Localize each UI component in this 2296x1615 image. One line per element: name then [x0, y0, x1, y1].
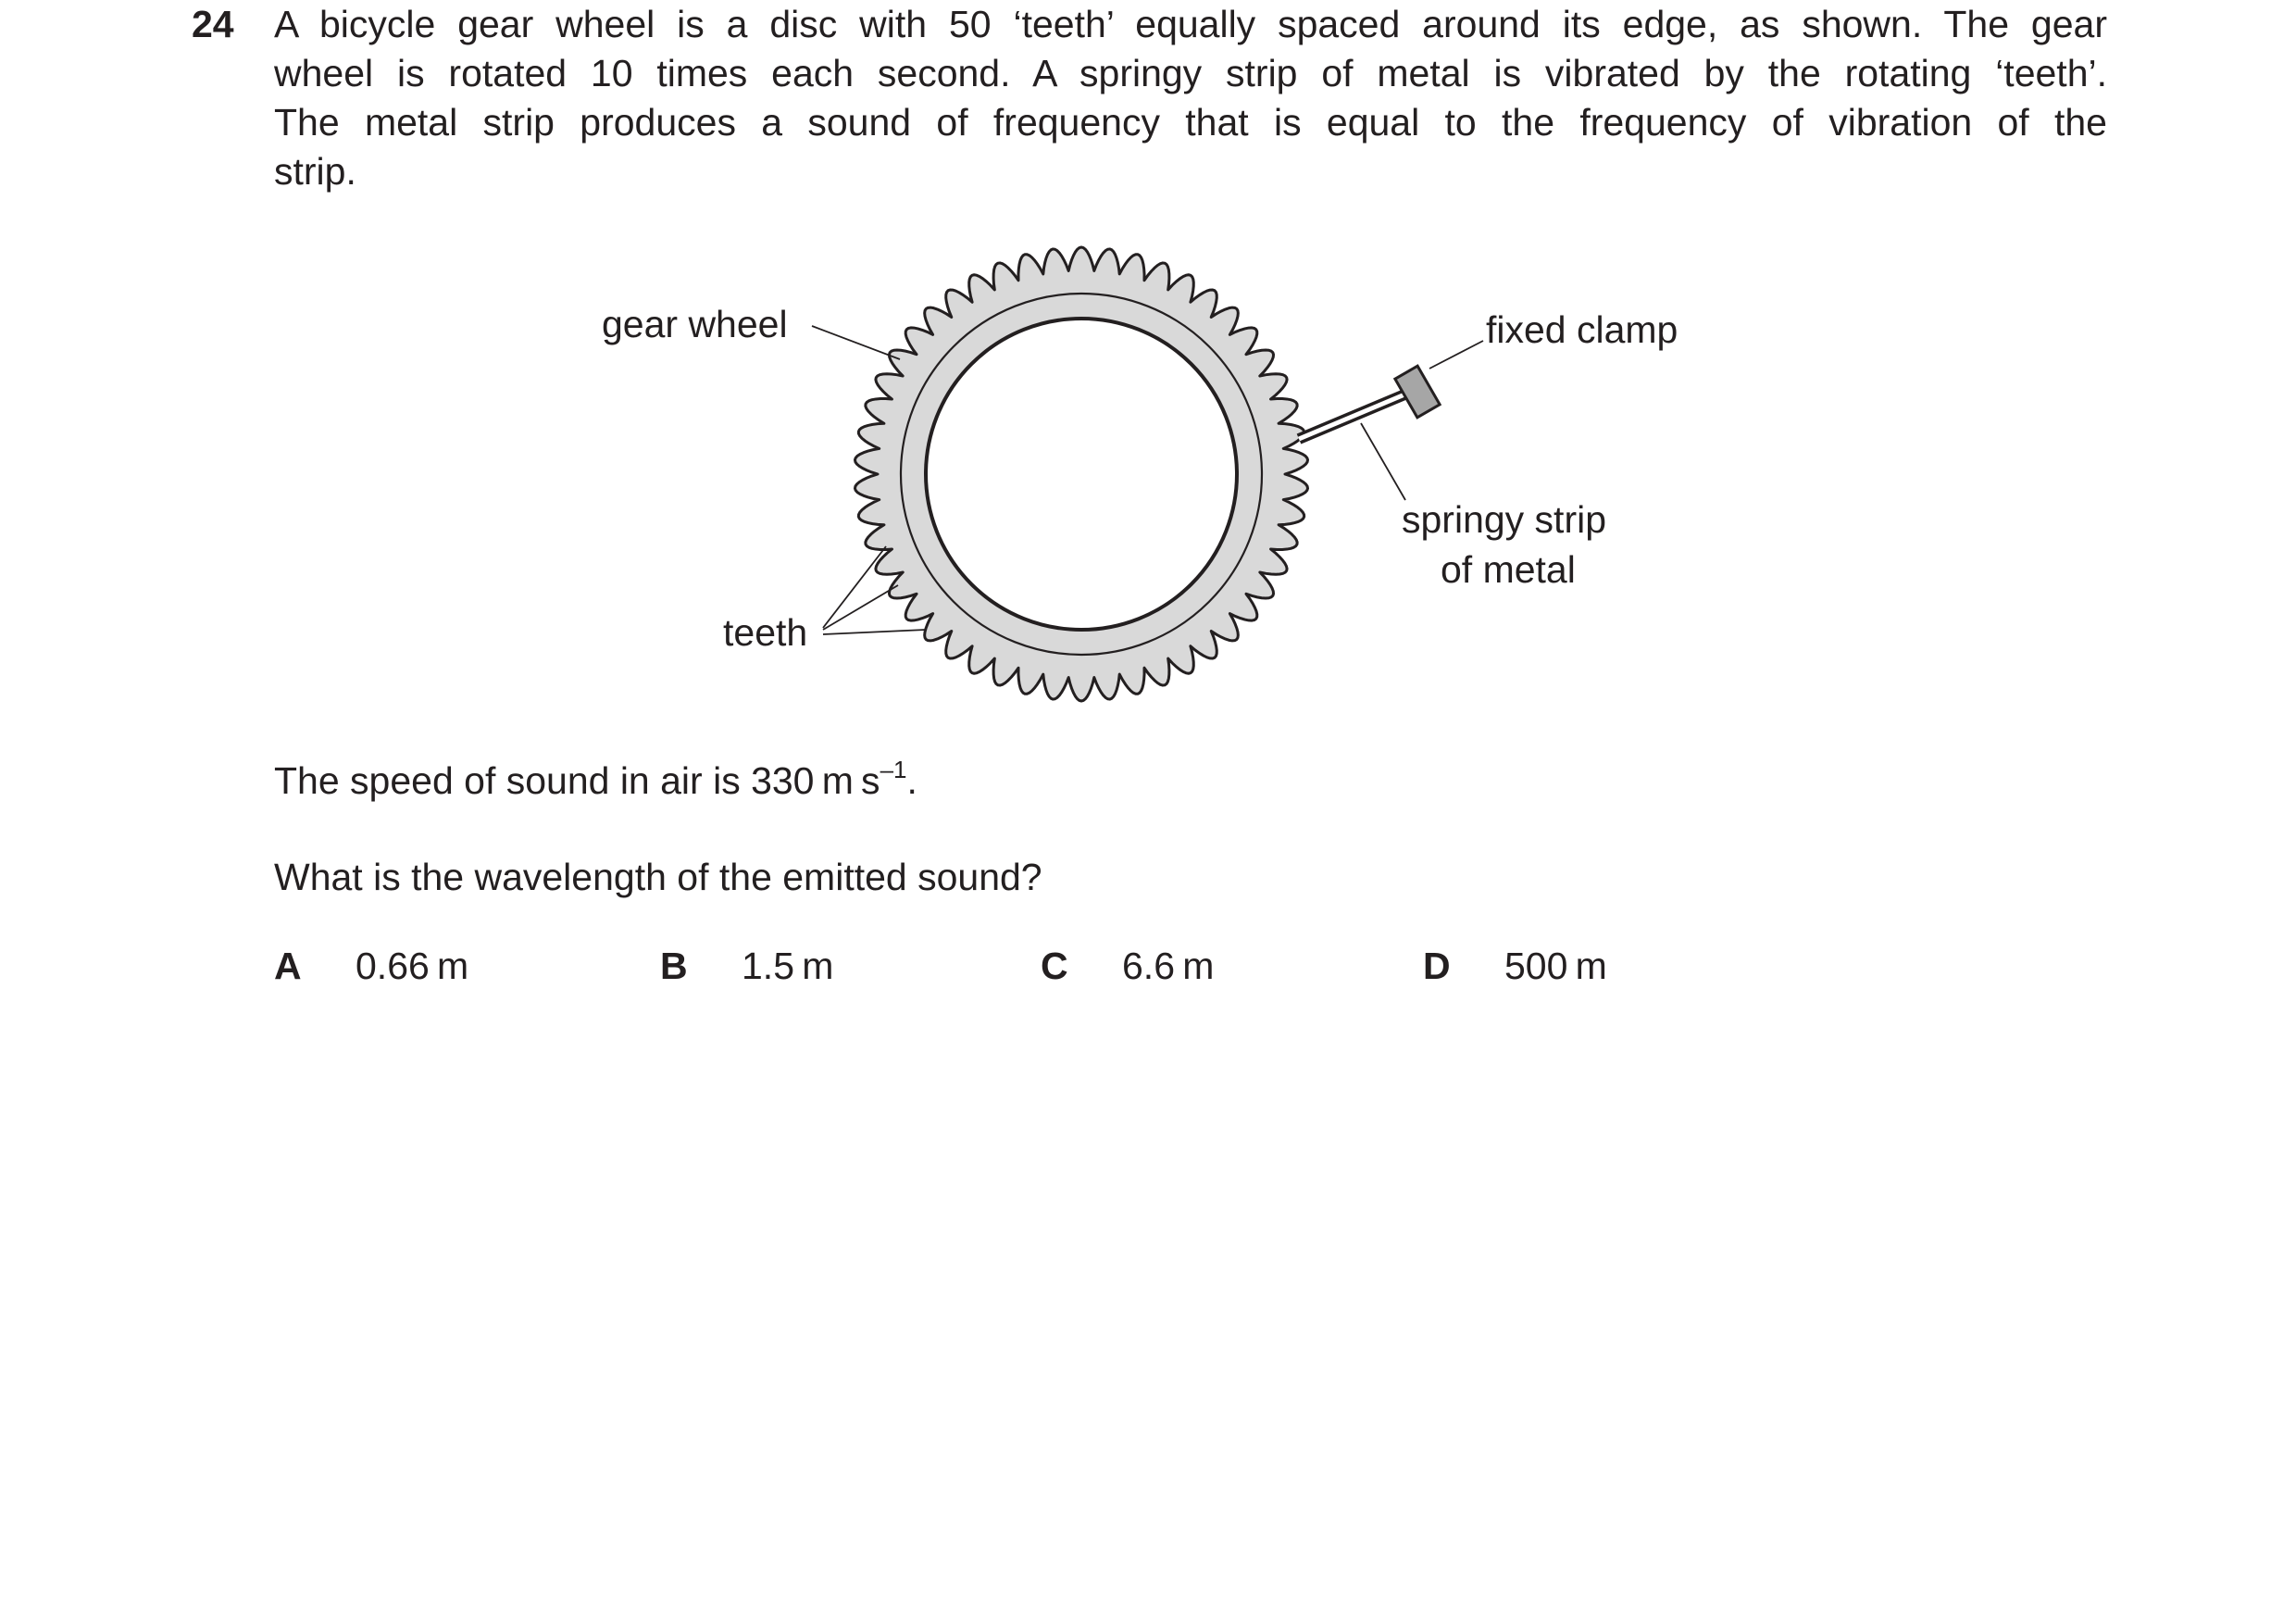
- label-teeth: teeth: [723, 611, 808, 654]
- option-d[interactable]: [1423, 943, 1607, 989]
- option-b-letter: B: [660, 945, 688, 987]
- label-springy-strip-line1: springy strip: [1402, 498, 1607, 541]
- gear-hole: [926, 319, 1237, 630]
- springy-strip: [1299, 393, 1409, 439]
- option-b[interactable]: [660, 943, 833, 989]
- question-number: 24: [192, 3, 234, 45]
- option-c[interactable]: [1041, 943, 1214, 989]
- option-d-letter: D: [1423, 945, 1451, 987]
- label-fixed-clamp: fixed clamp: [1486, 308, 1678, 351]
- speed-statement-text: The speed of sound in air is 330 m s: [274, 759, 880, 802]
- gear-wheel-diagram: [0, 0, 2296, 741]
- fixed-clamp: [1395, 366, 1440, 418]
- stem-line-2: wheel is rotated 10 times each second. A springy strip of metal is vibrated by the rotating ‘teeth’.: [274, 52, 2107, 94]
- option-b-value: 1.5 m: [742, 945, 834, 987]
- speed-unit-exponent: –1: [880, 756, 907, 783]
- option-d-value: 500 m: [1504, 945, 1607, 987]
- option-a-value: 0.66 m: [356, 945, 469, 987]
- option-a-letter: A: [274, 945, 302, 987]
- stem-line-3: The metal strip produces a sound of frequency that is equal to the frequency of vibration of the: [274, 101, 2107, 144]
- gear-wheel: [855, 247, 1307, 701]
- option-c-letter: C: [1041, 945, 1068, 987]
- speed-statement-suffix: .: [906, 759, 917, 802]
- speed-statement: [274, 757, 917, 808]
- stem-line-4: strip.: [274, 150, 356, 193]
- option-c-value: 6.6 m: [1122, 945, 1215, 987]
- label-springy-strip-line2: of metal: [1441, 548, 1576, 591]
- stem-line-1: A bicycle gear wheel is a disc with 50 ‘teeth’ equally spaced around its edge, as shown. The gear: [274, 3, 2107, 45]
- option-a[interactable]: [274, 943, 468, 989]
- label-gear-wheel: gear wheel: [602, 303, 788, 345]
- question-prompt: What is the wavelength of the emitted sound?: [274, 856, 1042, 898]
